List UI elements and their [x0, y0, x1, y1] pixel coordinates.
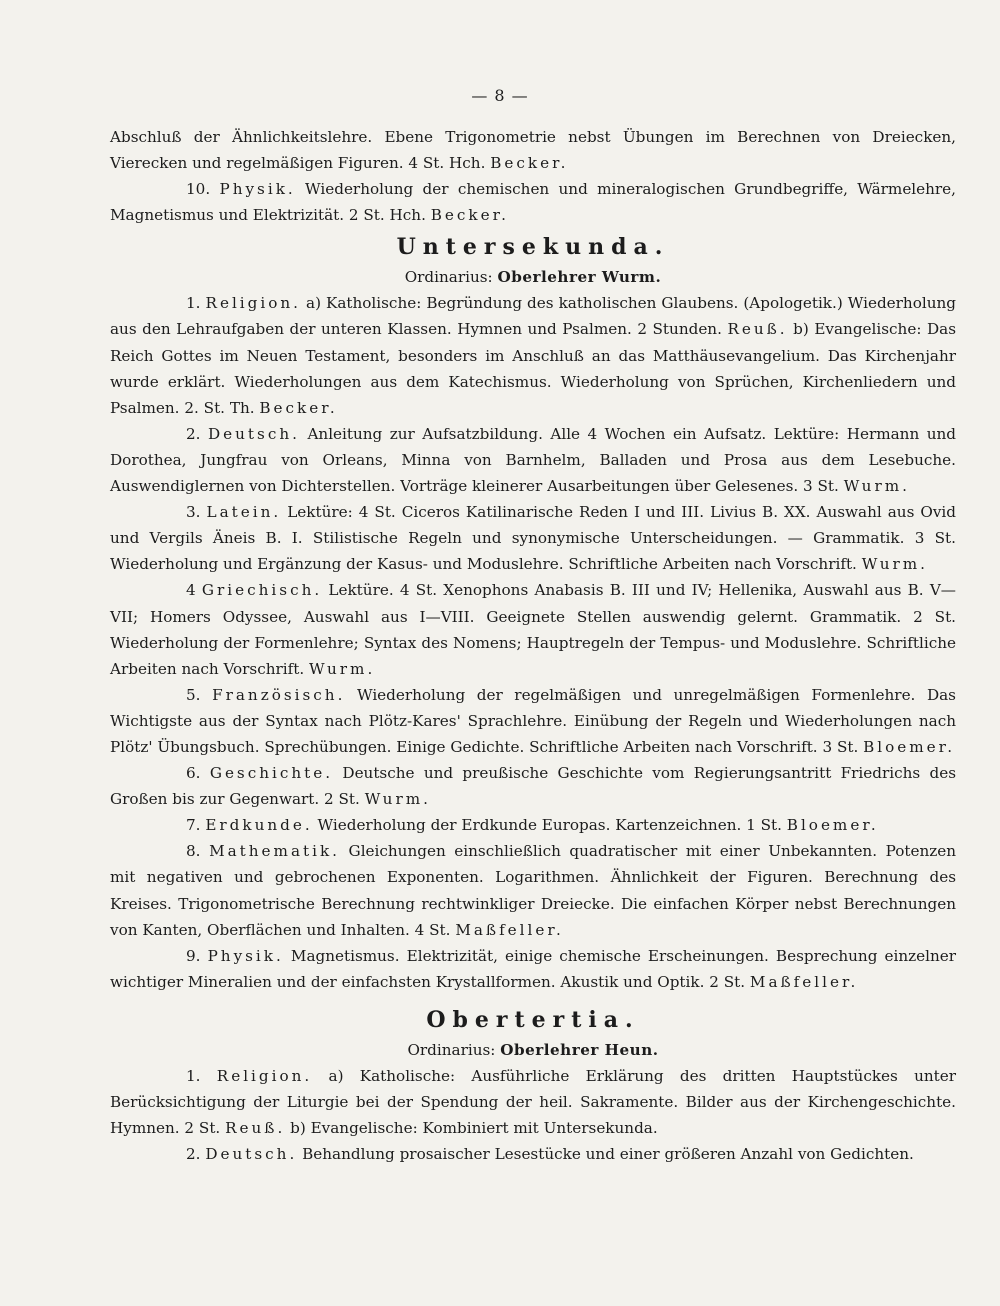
- item-text: Magnetismus. Elektrizität, einige chemische Erscheinungen. Besprechung einzelner wichtiger Mineralien und der einfachsten Krystallformen. Akustik und Optik. 2 St.: [110, 946, 956, 991]
- teacher-name: Reuß.: [225, 1119, 286, 1138]
- subject-name: Religion.: [216, 1066, 313, 1085]
- item-number: 9.: [186, 946, 208, 965]
- teacher-name: Becker.: [430, 206, 510, 225]
- obertertia-items: [110, 1063, 956, 1167]
- subject-name: Latein.: [206, 503, 282, 522]
- subject-name: Deutsch.: [205, 1145, 298, 1164]
- page-body: [110, 124, 956, 1167]
- teacher-name: Bloemer.: [863, 737, 956, 756]
- ordinarius-name: Oberlehrer Heun.: [500, 1040, 659, 1059]
- subject-name: Physik.: [207, 946, 284, 965]
- physics-paragraph: [110, 176, 956, 228]
- subject-paragraph: [110, 812, 956, 838]
- item-text: Lektüre. 4 St. Xenophons Anabasis B. III und IV; Hellenika, Auswahl aus B. V—VII; Homers Odyssee, Auswahl aus I—VIII. Geeignete Stellen auswendig gelernt. Grammatik. 2 St. Wiederholung der Formenlehre; Syntax des Nomens; Hauptregeln der Tempus- und Moduslehre. Schriftliche Arbeiten nach Vorschrift.: [110, 581, 956, 678]
- subject-paragraph: [110, 1141, 956, 1167]
- item-number: 2.: [186, 424, 208, 443]
- subject-name: Religion.: [205, 294, 301, 313]
- page-number: — 8 —: [471, 86, 529, 105]
- item-number: 5.: [186, 685, 213, 704]
- teacher-name: Wurm.: [861, 555, 928, 574]
- intro-paragraph: [110, 124, 956, 176]
- intro-text: Abschluß der Ähnlichkeitslehre. Ebene Trigonometrie nebst Übungen im Berechnen von Dreiecken, Vierecken und regelmäßigen Figuren. 4 St. Hch.: [110, 128, 956, 173]
- subject-name: Mathematik.: [209, 842, 340, 861]
- subject-paragraph: [110, 577, 956, 681]
- teacher-name: Wurm.: [364, 790, 431, 809]
- section-heading-obertertia: Obertertia.: [426, 1006, 640, 1033]
- subject-paragraph: [110, 1063, 956, 1141]
- item-text: a) Katholische: Ausführliche Erklärung des dritten Hauptstückes unter Berücksichtigung der Liturgie bei der Spendung der heil. Sakramente. Bilder aus der Kirchengeschichte. Hymnen. 2 St.: [110, 1066, 956, 1138]
- teacher-name: Bloemer.: [786, 816, 879, 835]
- ordinarius-name: Oberlehrer Wurm.: [497, 268, 662, 287]
- ordinarius-line: [110, 264, 956, 290]
- item-text: a) Katholische: Begründung des katholischen Glaubens. (Apologetik.) Wiederholung aus den Lehraufgaben der unteren Klassen. Hymnen und Psalmen. 2 Stunden.: [110, 294, 956, 339]
- item-text: Gleichungen einschließlich quadratischer mit einer Unbekannten. Potenzen mit negativen und gebrochenen Exponenten. Logarithmen. Ähnlichkeit der Figuren. Berechnung des Kreises. Trigonometrische Berechnung rechtwinkliger Dreiecke. Die einfachen Körper nebst Berechnungen von Kanten, Oberflächen und Inhalten. 4 St.: [110, 842, 956, 939]
- item-number: 8.: [186, 842, 210, 861]
- teacher-name: Maßfeller.: [455, 920, 564, 939]
- item-text: Wiederholung der regelmäßigen und unregelmäßigen Formenlehre. Das Wichtigste aus der Syntax nach Plötz-Kares' Sprachlehre. Einübung der Regeln und Wiederholungen nach Plötz' Übungsbuch. Sprechübungen. Einige Gedichte. Schriftliche Arbeiten nach Vorschrift. 3 St.: [110, 685, 956, 756]
- item-text: Wiederholung der chemischen und mineralogischen Grundbegriffe, Wärmelehre, Magnetismus und Elektrizität. 2 St. Hch.: [110, 180, 957, 225]
- subject-name: Griechisch.: [201, 581, 323, 600]
- subject-name: Physik.: [219, 180, 296, 199]
- teacher-name: Wurm.: [309, 659, 376, 678]
- subject-name: Französisch.: [212, 685, 346, 704]
- item-number: 10.: [186, 180, 220, 199]
- teacher-name: Reuß.: [727, 320, 788, 339]
- section-heading-untersekunda: Untersekunda.: [396, 234, 670, 261]
- item-text: b) Evangelische: Das Reich Gottes im Neuen Testament, besonders im Anschluß an das Matthäusevangelium. Das Kirchenjahr wurde erklärt. Wiederholungen aus dem Katechismus. Wiederholung von Sprüchen, Kirchenliedern und Psalmen. 2. St. Th.: [110, 320, 956, 417]
- item-text: Lektüre: 4 St. Ciceros Katilinarische Reden I und III. Livius B. XX. Auswahl aus Ovid und Vergils Äneis B. I. Stilistische Regeln und synonymische Unterscheidungen. — Grammatik. 3 St. Wiederholung und Ergänzung der Kasus- und Moduslehre. Schriftliche Arbeiten nach Vorschrift.: [110, 503, 956, 574]
- ordinarius-label: Ordinarius:: [404, 268, 498, 287]
- subject-paragraph: [110, 290, 956, 420]
- item-number: 7.: [186, 816, 206, 835]
- ordinarius-label: Ordinarius:: [407, 1040, 501, 1059]
- ordinarius-line: [110, 1037, 956, 1063]
- subject-paragraph: [110, 760, 956, 812]
- item-number: 2.: [186, 1145, 206, 1164]
- teacher-name: Maßfeller.: [749, 972, 859, 991]
- teacher-name: Becker.: [490, 154, 569, 173]
- subject-paragraph: [110, 943, 956, 995]
- item-number: 3.: [186, 503, 207, 522]
- subject-name: Erdkunde.: [205, 816, 313, 835]
- item-text: b) Evangelische: Kombiniert mit Untersekunda.: [285, 1119, 658, 1138]
- item-number: 1.: [186, 294, 206, 313]
- subject-paragraph: [110, 682, 956, 760]
- subject-paragraph: [110, 499, 956, 577]
- item-text: Wiederholung der Erdkunde Europas. Kartenzeichnen. 1 St.: [312, 816, 787, 835]
- subject-name: Geschichte.: [209, 764, 334, 783]
- subject-paragraph: [110, 421, 956, 499]
- subject-paragraph: [110, 838, 956, 942]
- subject-name: Deutsch.: [207, 424, 300, 443]
- item-text: Behandlung prosaischer Lesestücke und einer größeren Anzahl von Gedichten.: [297, 1145, 914, 1164]
- teacher-name: Wurm.: [843, 477, 910, 496]
- item-number: 6.: [186, 764, 210, 783]
- teacher-name: Becker.: [259, 398, 338, 417]
- untersekunda-items: [110, 290, 956, 995]
- item-number: 4: [186, 581, 202, 600]
- item-text: Deutsche und preußische Geschichte vom Regierungsantritt Friedrichs des Großen bis zur Gegenwart. 2 St.: [110, 764, 956, 809]
- item-number: 1.: [186, 1066, 217, 1085]
- item-text: Anleitung zur Aufsatzbildung. Alle 4 Wochen ein Aufsatz. Lektüre: Hermann und Dorothea, Jungfrau von Orleans, Minna von Barnhelm, Balladen und Prosa aus dem Lesebuche. Auswendiglernen von Dichterstellen. Vorträge kleinerer Ausarbeitungen über Gelesenes. 3 St.: [110, 424, 956, 496]
